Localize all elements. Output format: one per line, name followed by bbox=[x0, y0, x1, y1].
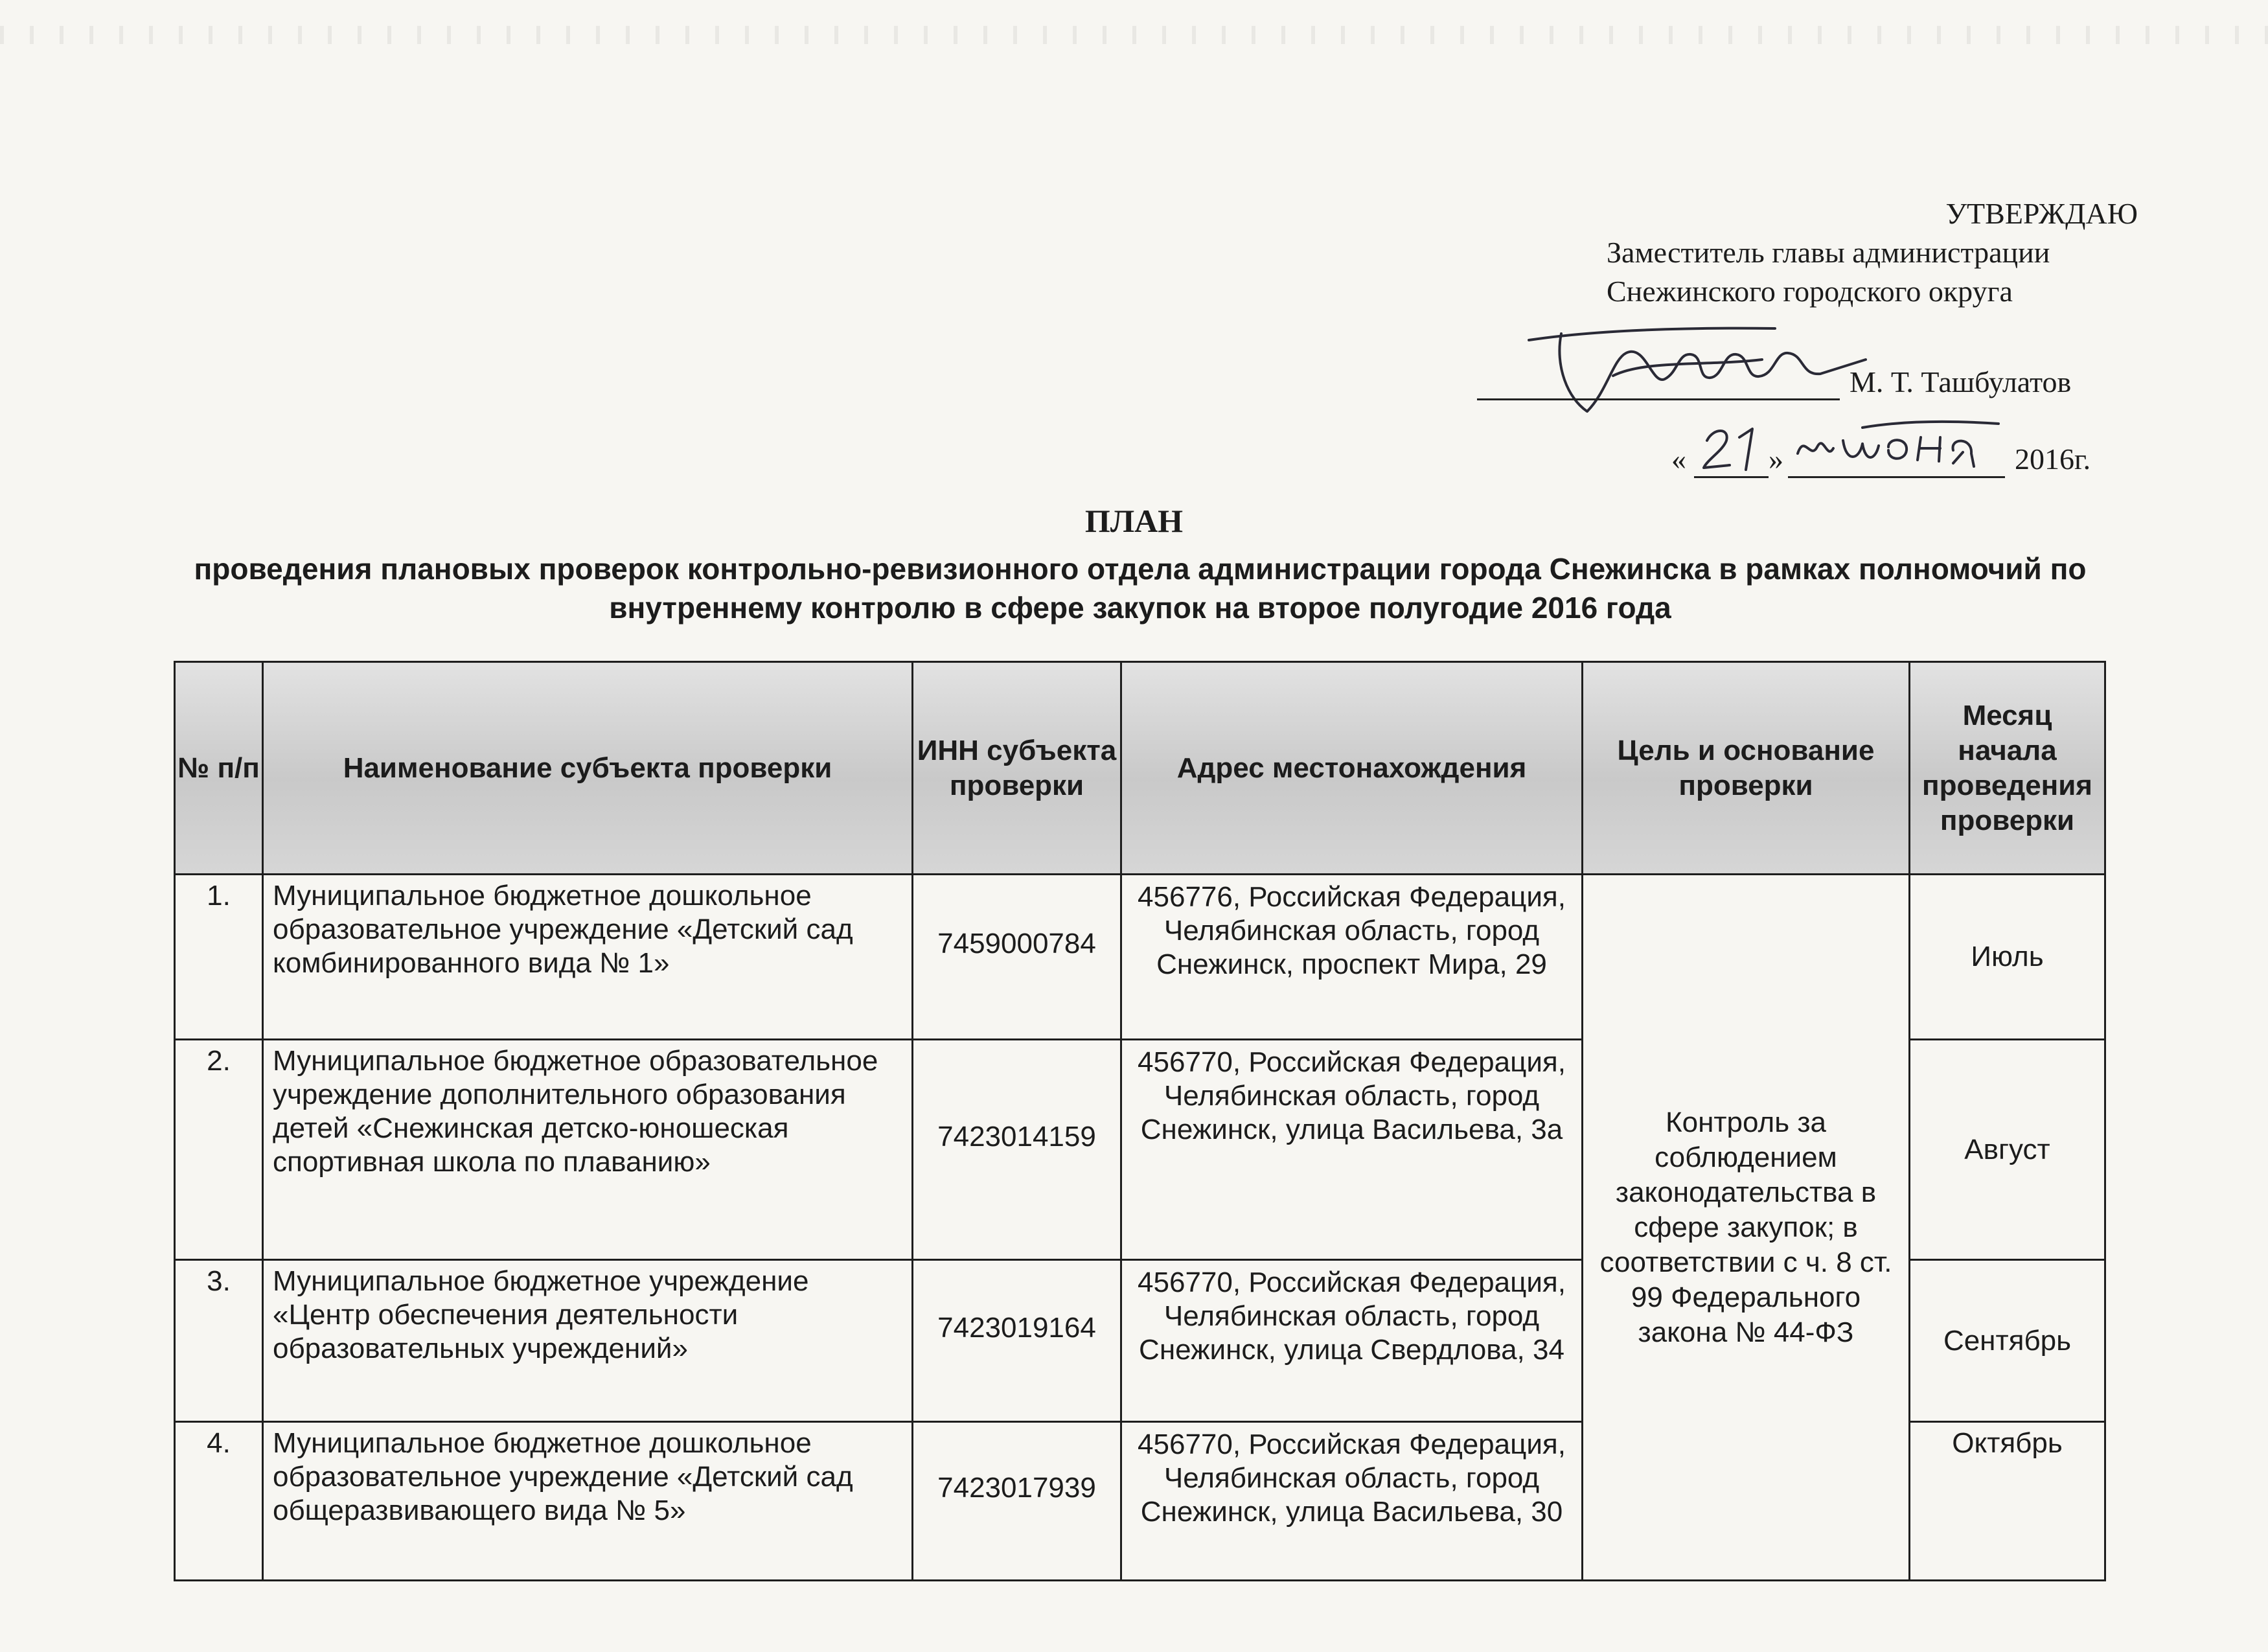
signature-row bbox=[1477, 360, 2138, 405]
date-month-line bbox=[1788, 476, 2005, 478]
table-header-row bbox=[175, 662, 2105, 875]
row-address: 456770, Российская Федерация, Челябинская область, город Снежинск, улица Васильева, 3а bbox=[1121, 1040, 1583, 1260]
row-address: 456776, Российская Федерация, Челябинская область, город Снежинск, проспект Мира, 29 bbox=[1121, 875, 1583, 1040]
row-inn: 7423019164 bbox=[913, 1260, 1121, 1422]
scan-edge-artifact bbox=[0, 26, 2268, 44]
plan-title: ПЛАН bbox=[1084, 503, 1184, 539]
row-subject-name: Муниципальное бюджетное образовательное учреждение дополнительного образования детей «Снежинская детско-юношеская спортивная школа по плаванию» bbox=[263, 1040, 913, 1260]
row-inn: 7423017939 bbox=[913, 1422, 1121, 1581]
approval-position-line2: Снежинского городского округа bbox=[1607, 275, 2013, 308]
signature-line bbox=[1477, 398, 1840, 400]
goal-and-basis: Контроль за соблюдением законодательства в сфере закупок; в соответствии с ч. 8 ст. 99 Федерального закона № 44-ФЗ bbox=[1583, 875, 1910, 1581]
inspection-plan-table bbox=[174, 661, 2106, 1581]
row-month: Октябрь bbox=[1910, 1422, 2105, 1581]
date-open-quote: « bbox=[1671, 442, 1686, 476]
plan-subtitle: проведения плановых проверок контрольно-ревизионного отдела администрации города Снежинска в рамках полномочий по внутреннему контролю в сфере закупок на второе полугодие 2016 года bbox=[194, 552, 2087, 625]
header-month: Месяц начала проведения проверки bbox=[1910, 662, 2105, 875]
table-row bbox=[175, 875, 2105, 1040]
approval-position-line1: Заместитель главы администрации bbox=[1607, 236, 2050, 269]
row-num: 2. bbox=[175, 1040, 263, 1260]
header-num: № п/п bbox=[175, 662, 263, 875]
row-month: Июль bbox=[1910, 875, 2105, 1040]
row-address: 456770, Российская Федерация, Челябинская область, город Снежинск, улица Свердлова, 34 bbox=[1121, 1260, 1583, 1422]
row-inn: 7459000784 bbox=[913, 875, 1121, 1040]
approval-title: УТВЕРЖДАЮ bbox=[1945, 197, 2138, 230]
row-inn: 7423014159 bbox=[913, 1040, 1121, 1260]
row-subject-name: Муниципальное бюджетное дошкольное образовательное учреждение «Детский сад общеразвивающего вида № 5» bbox=[263, 1422, 913, 1581]
date-day-line bbox=[1694, 476, 1769, 478]
handwritten-day bbox=[1697, 421, 1769, 473]
date-close-quote: » bbox=[1769, 442, 1783, 476]
row-address: 456770, Российская Федерация, Челябинская область, город Снежинск, улица Васильева, 30 bbox=[1121, 1422, 1583, 1581]
row-month: Сентябрь bbox=[1910, 1260, 2105, 1422]
row-num: 1. bbox=[175, 875, 263, 1040]
header-goal: Цель и основание проверки bbox=[1583, 662, 1910, 875]
header-address: Адрес местонахождения bbox=[1121, 662, 1583, 875]
handwritten-month bbox=[1791, 415, 2005, 473]
approval-block bbox=[1477, 194, 2138, 311]
header-inn: ИНН субъекта проверки bbox=[913, 662, 1121, 875]
row-num: 4. bbox=[175, 1422, 263, 1581]
approval-date bbox=[1671, 434, 2151, 486]
row-subject-name: Муниципальное бюджетное дошкольное образовательное учреждение «Детский сад комбинированного вида № 1» bbox=[263, 875, 913, 1040]
signatory-name: М. Т. Ташбулатов bbox=[1850, 365, 2072, 398]
handwritten-signature bbox=[1516, 314, 1879, 424]
row-subject-name: Муниципальное бюджетное учреждение «Центр обеспечения деятельности образовательных учреждений» bbox=[263, 1260, 913, 1422]
header-name: Наименование субъекта проверки bbox=[263, 662, 913, 875]
row-num: 3. bbox=[175, 1260, 263, 1422]
row-month: Август bbox=[1910, 1040, 2105, 1260]
date-year: 2016г. bbox=[2015, 442, 2091, 476]
